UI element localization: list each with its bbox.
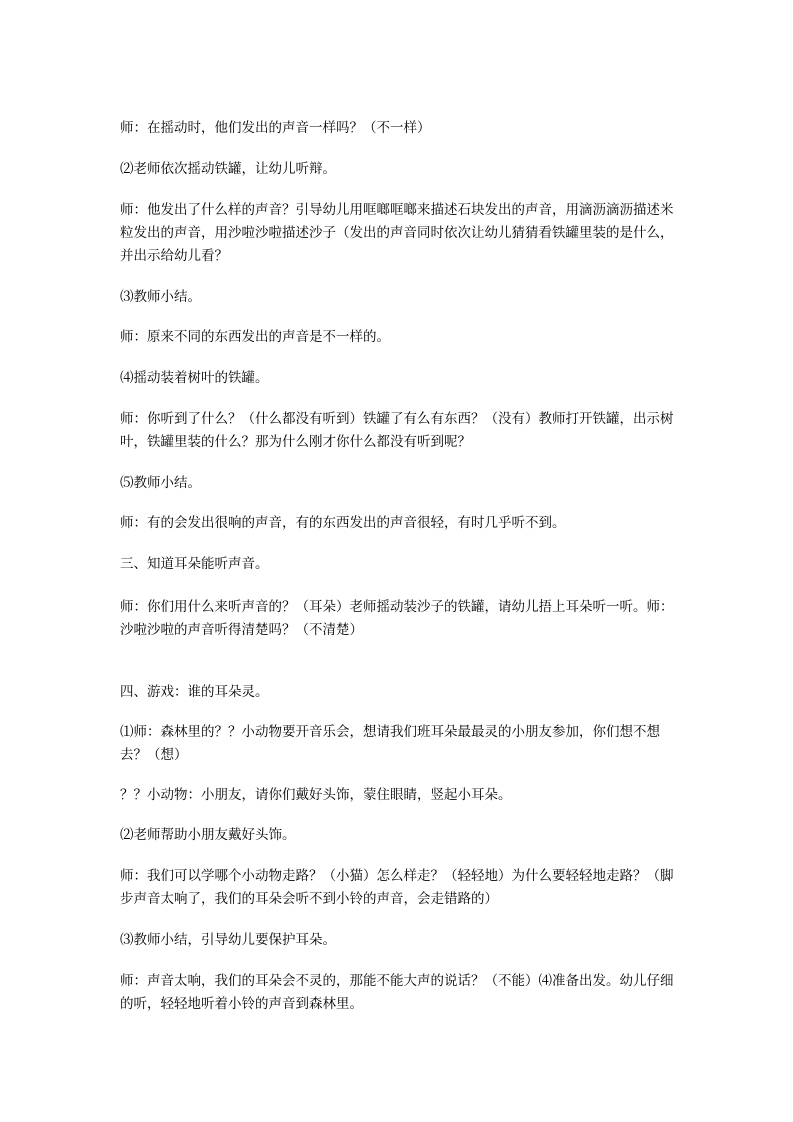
- section-heading-3: 三、知道耳朵能听声音。: [120, 556, 269, 572]
- paragraph-8: ⑸教师小结。: [120, 475, 201, 491]
- paragraph-7: 师：你听到了什么？（什么都没有听到）铁罐了有么有东西？（没有）教师打开铁罐，出示树叶，铁罐里装的什么？那为什么刚才你什么都没有听到呢？: [120, 411, 674, 450]
- paragraph-9: 师：有的会发出很响的声音，有的东西发出的声音很轻，有时几乎听不到。: [120, 515, 566, 531]
- paragraph-13: ⑵老师帮助小朋友戴好头饰。: [120, 827, 296, 843]
- paragraph-6: ⑷摇动装着树叶的铁罐。: [120, 370, 269, 386]
- paragraph-4: ⑶教师小结。: [120, 289, 201, 305]
- paragraph-15: ⑶教师小结，引导幼儿要保护耳朵。: [120, 932, 336, 948]
- section-heading-4: 四、游戏：谁的耳朵灵。: [120, 684, 269, 700]
- paragraph-11: ⑴师：森林里的？？小动物要开音乐会，想请我们班耳朵最最灵的小朋友参加，你们想不想去？（想）: [120, 724, 660, 763]
- paragraph-10: 师：你们用什么来听声音的？（耳朵）老师摇动装沙子的铁罐，请幼儿捂上耳朵听一听。师：沙啦沙啦的声音听得清楚吗？（不清楚）: [120, 599, 674, 638]
- paragraph-12: ？？小动物：小朋友，请你们戴好头饰，蒙住眼睛，竖起小耳朵。: [120, 787, 512, 803]
- paragraph-2: ⑵老师依次摇动铁罐，让幼儿听辩。: [120, 161, 336, 177]
- paragraph-14: 师：我们可以学哪个小动物走路？（小猫）怎么样走？（轻轻地）为什么要轻轻地走路？（脚步声音太响了，我们的耳朵会听不到小铃的声音，会走错路的）: [120, 868, 674, 907]
- paragraph-5: 师：原来不同的东西发出的声音是不一样的。: [120, 329, 390, 345]
- paragraph-16: 师：声音太响，我们的耳朵会不灵的，那能不能大声的说话？（不能）⑷准备出发。幼儿仔细的听，轻轻地听着小铃的声音到森林里。: [120, 973, 674, 1012]
- paragraph-1: 师：在摇动时，他们发出的声音一样吗？（不一样）: [120, 120, 431, 136]
- paragraph-3: 师：他发出了什么样的声音？引导幼儿用哐啷哐啷来描述石块发出的声音，用滴沥滴沥描述米粒发出的声音，用沙啦沙啦描述沙子（发出的声音同时依次让幼儿猜猜看铁罐里装的是什么，并出示给幼儿看？: [120, 202, 674, 264]
